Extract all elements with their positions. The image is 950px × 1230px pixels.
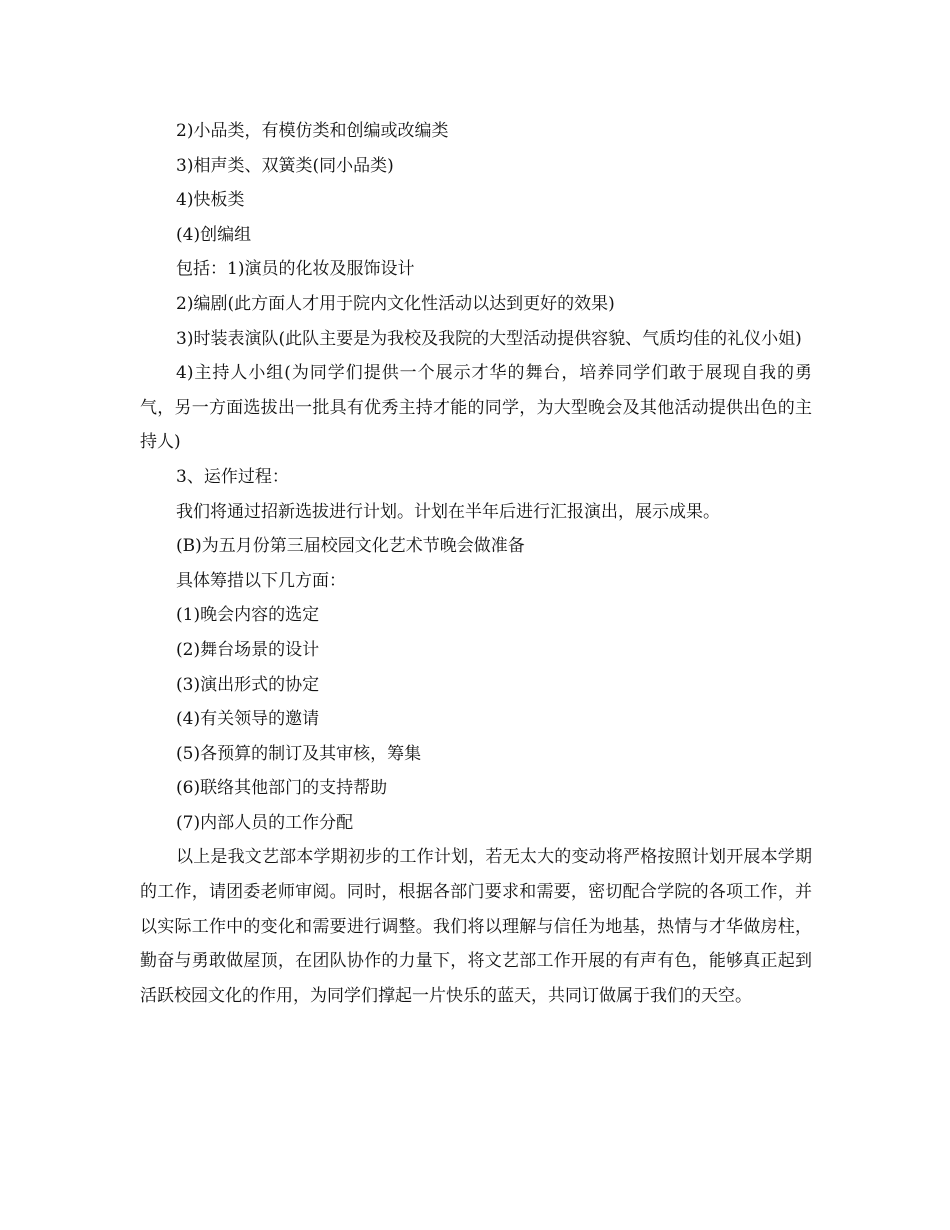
list-item-performance-form: (3)演出形式的协定 <box>176 674 320 695</box>
list-item-screenwriting: 2)编剧(此方面人才用于院内文化性活动以达到更好的效果) <box>176 293 615 314</box>
list-item-sketch: 2)小品类，有模仿类和创编或改编类 <box>176 121 449 141</box>
list-item-staff-allocation: (7)内部人员的工作分配 <box>176 812 354 833</box>
section-heading-festival: (B)为五月份第三届校园文化艺术节晚会做准备 <box>176 536 525 557</box>
list-item-stage-design: (2)舞台场景的设计 <box>176 639 320 660</box>
list-item-crosstalk: 3)相声类、双簧类(同小品类) <box>176 155 394 176</box>
section-heading-creative-group: (4)创编组 <box>176 224 252 245</box>
paragraph-fashion-team: 3)时装表演队(此队主要是为我校及我院的大型活动提供容貌、气质均佳的礼仪小姐) <box>176 328 802 349</box>
section-heading-operation: 3、运作过程： <box>176 466 289 487</box>
list-item-kuaiban: 4)快板类 <box>176 190 245 211</box>
paragraph-recruitment: 我们将通过招新选拔进行计划。计划在半年后进行汇报演出，展示成果。 <box>176 501 720 522</box>
list-item-budget: (5)各预算的制订及其审核，筹集 <box>176 743 422 764</box>
list-item-department-support: (6)联络其他部门的支持帮助 <box>176 778 388 799</box>
paragraph-preparation-intro: 具体筹措以下几方面： <box>176 570 346 591</box>
list-item-leader-invitation: (4)有关领导的邀请 <box>176 709 320 730</box>
list-item-makeup: 包括：1)演员的化妆及服饰设计 <box>176 259 415 280</box>
paragraph-closing: 以上是我文艺部本学期初步的工作计划，若无太大的变动将严格按照计划开展本学期的工作，请团委老师审阅。同时，根据各部门要求和需要，密切配合学院的各项工作，并以实际工作中的变化和需要进行调整。我们将以理解与信任为地基，热情与才华做房柱，勤奋与勇敢做屋顶，在团队协作的力量下，将文艺部工作开展的有声有色，能够真正起到活跃校园文化的作用，为同学们撑起一片快乐的蓝天，共同订做属于我们的天空。 <box>140 847 812 1006</box>
paragraph-host-group: 4)主持人小组(为同学们提供一个展示才华的舞台，培养同学们敢于展现自我的勇气，另一方面选拔出一批具有优秀主持才能的同学，为大型晚会及其他活动提供出色的主持人) <box>140 363 812 453</box>
document-body <box>140 114 812 1013</box>
list-item-content-selection: (1)晚会内容的选定 <box>176 605 320 626</box>
